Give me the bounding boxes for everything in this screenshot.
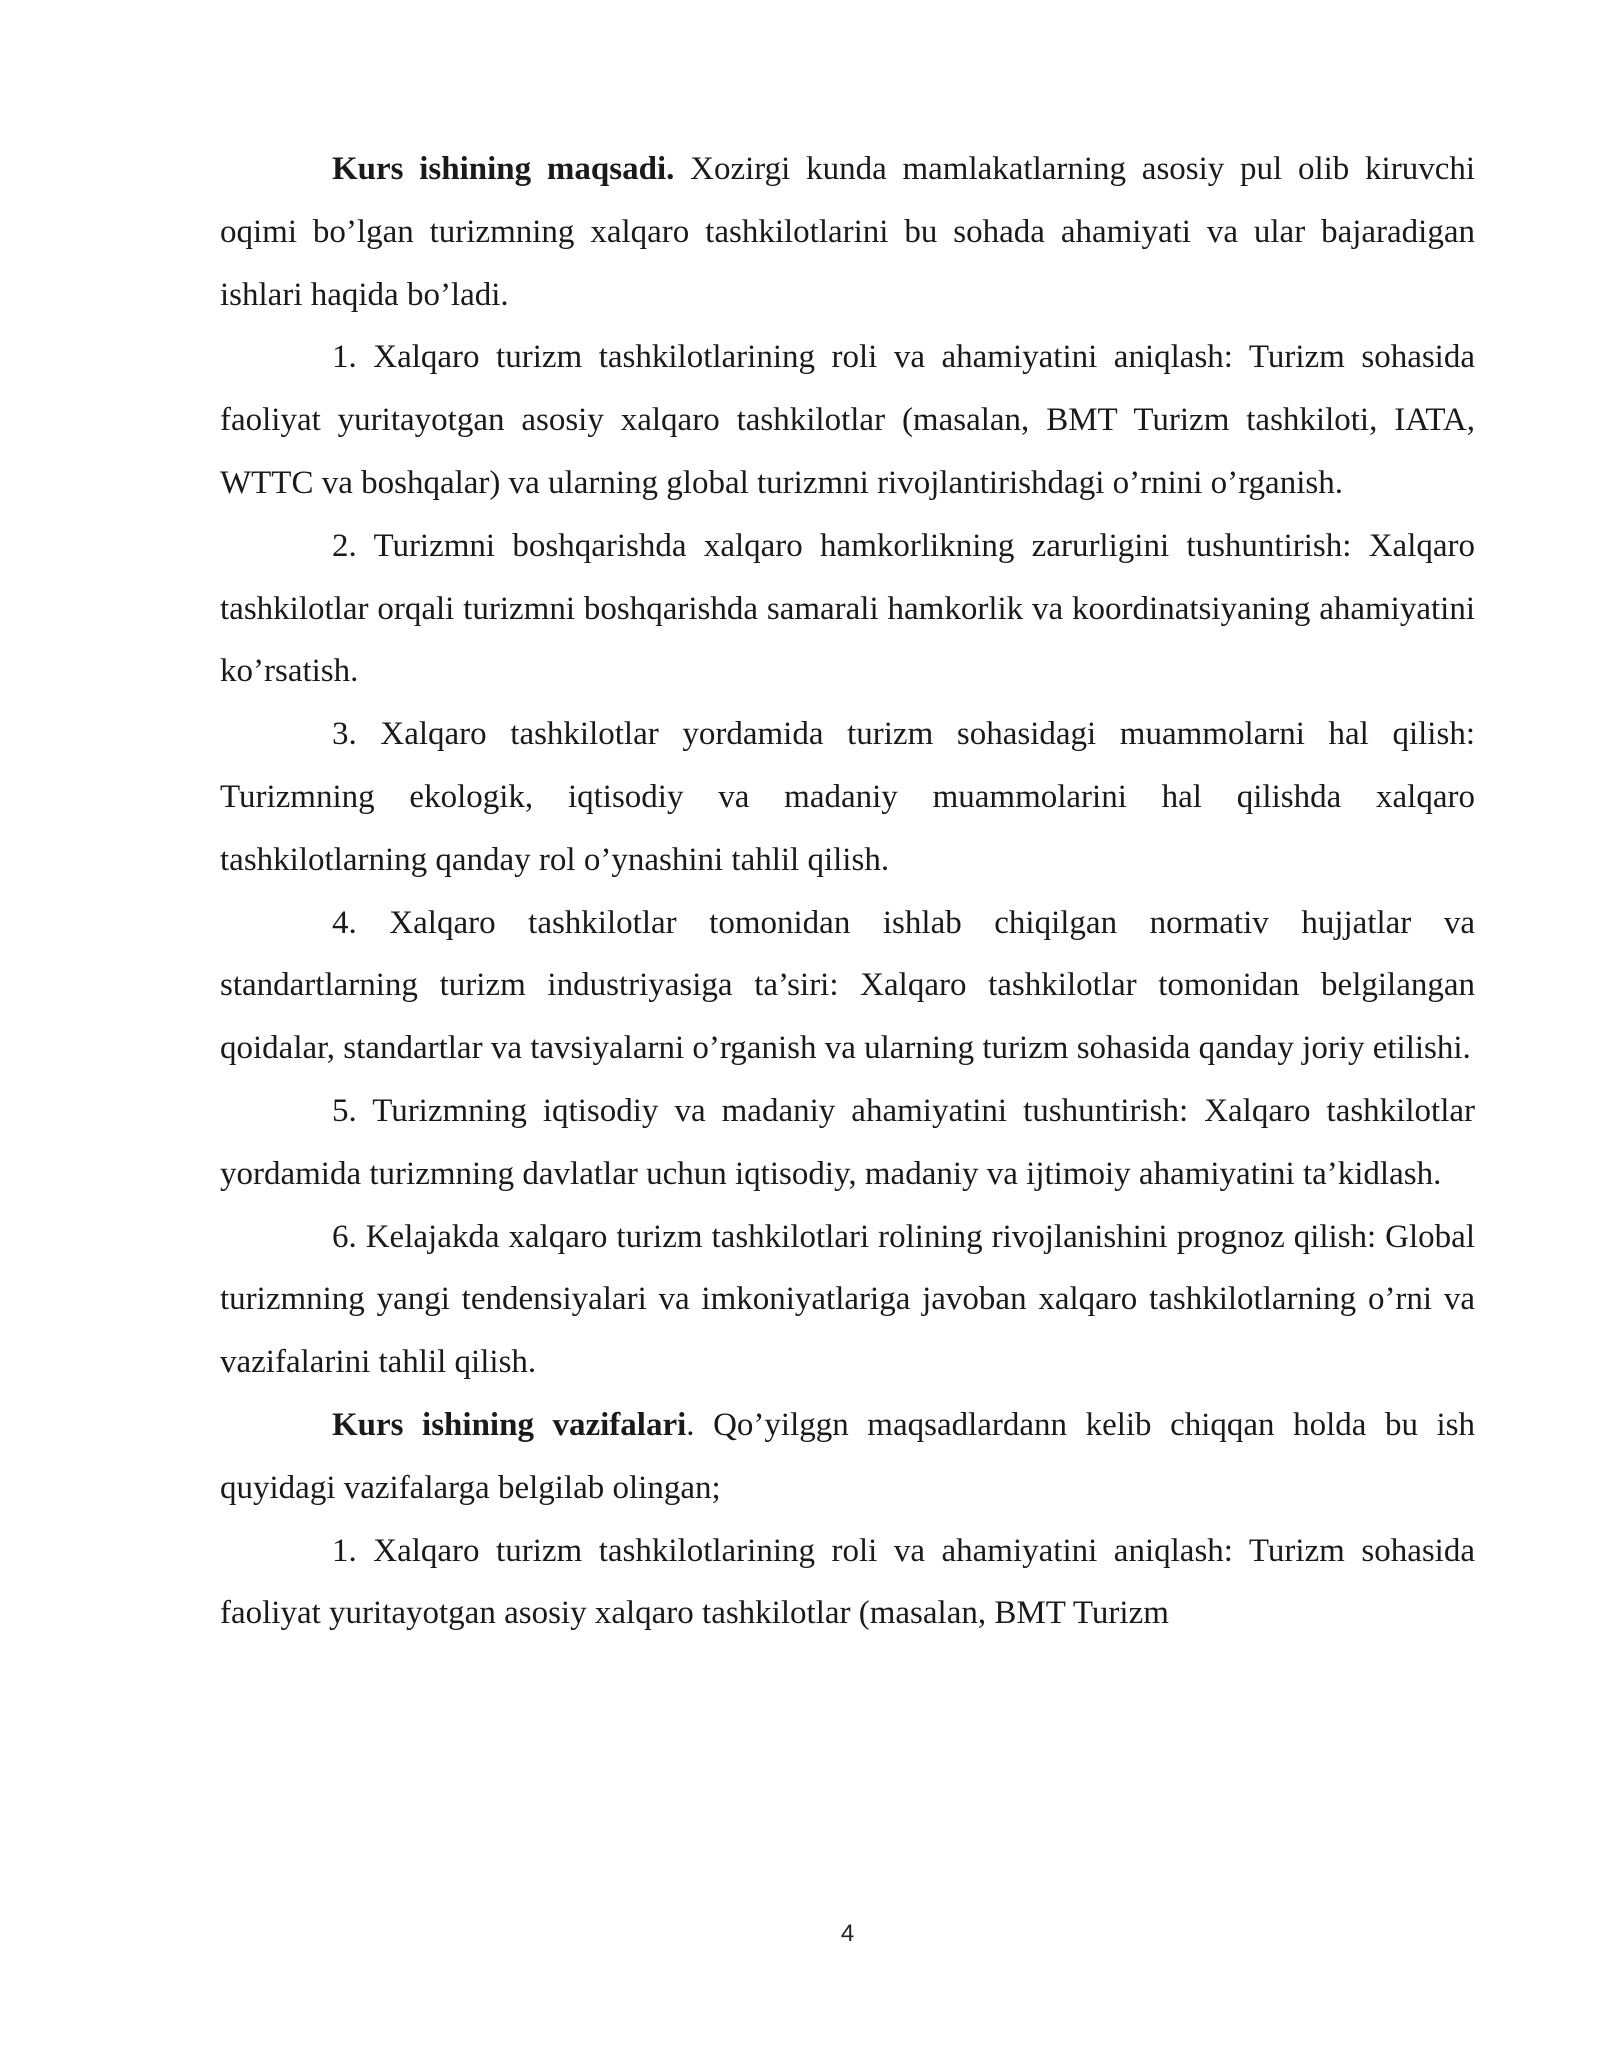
- paragraph-text: . Qo’yilggn maqsadlardann kelib chiqqan holda bu ish quyidagi vazifalarga belgilab olingan;: [220, 1406, 1476, 1506]
- goal-item-1: 1. Xalqaro turizm tashkilotlarining roli va ahamiyatini aniqlash: Turizm sohasida faoliyat yuritayotgan asosiy xalqaro tashkilotlar (masalan, BMT Turizm tashkiloti, IATA, WTTC va boshqalar) va ularning global turizmni rivojlantirishdagi o’rnini o’rganish.: [220, 339, 1475, 501]
- goal-item-6: 6. Kelajakda xalqaro turizm tashkilotlari rolining rivojlanishini prognoz qilish: Global turizmning yangi tendensiyalari va imkoniyatlariga javoban xalqaro tashkilotlarning o’rni va vazifalarini tahlil qilish.: [220, 1218, 1475, 1381]
- goal-item-5: 5. Turizmning iqtisodiy va madaniy ahamiyatini tushuntirish: Xalqaro tashkilotlar yordamida turizmning davlatlar uchun iqtisodiy, madaniy va ijtimoiy ahamiyatini ta’kidlash.: [220, 1092, 1475, 1192]
- heading-course-goal: Kurs ishining maqsadi.: [332, 151, 675, 187]
- paragraph-course-goal: [220, 138, 1475, 326]
- paragraph-text: Xozirgi kunda mamlakatlarning asosiy pul olib kiruvchi oqimi bo’lgan turizmning xalqaro tashkilotlarini bu sohada ahamiyati va ular bajaradigan ishlari haqida bo’ladi.: [220, 151, 1476, 313]
- goal-item-2: 2. Turizmni boshqarishda xalqaro hamkorlikning zarurligini tushuntirish: Xalqaro tashkilotlar orqali turizmni boshqarishda samarali hamkorlik va koordinatsiyaning ahamiyatini ko’rsatish.: [220, 527, 1475, 690]
- goal-item-4: 4. Xalqaro tashkilotlar tomonidan ishlab chiqilgan normativ hujjatlar va standartlarning turizm industriyasiga ta’siri: Xalqaro tashkilotlar tomonidan belgilangan qoidalar, standartlar va tavsiyalarni o’rganish va ularning turizm sohasida qanday joriy etilishi.: [220, 904, 1475, 1067]
- task-item-1: 1. Xalqaro turizm tashkilotlarining roli va ahamiyatini aniqlash: Turizm sohasida faoliyat yuritayotgan asosiy xalqaro tashkilotlar (masalan, BMT Turizm: [220, 1532, 1475, 1632]
- heading-course-tasks: Kurs ishining vazifalari: [332, 1406, 687, 1443]
- document-body: [220, 138, 1475, 1645]
- goal-item-3: 3. Xalqaro tashkilotlar yordamida turizm sohasidagi muammolarni hal qilish: Turizmning ekologik, iqtisodiy va madaniy muammolarini hal qilishda xalqaro tashkilotlarning qanday rol o’ynashini tahlil qilish.: [220, 716, 1475, 878]
- page-number: 4: [840, 1920, 855, 1947]
- paragraph-course-tasks: [220, 1394, 1475, 1520]
